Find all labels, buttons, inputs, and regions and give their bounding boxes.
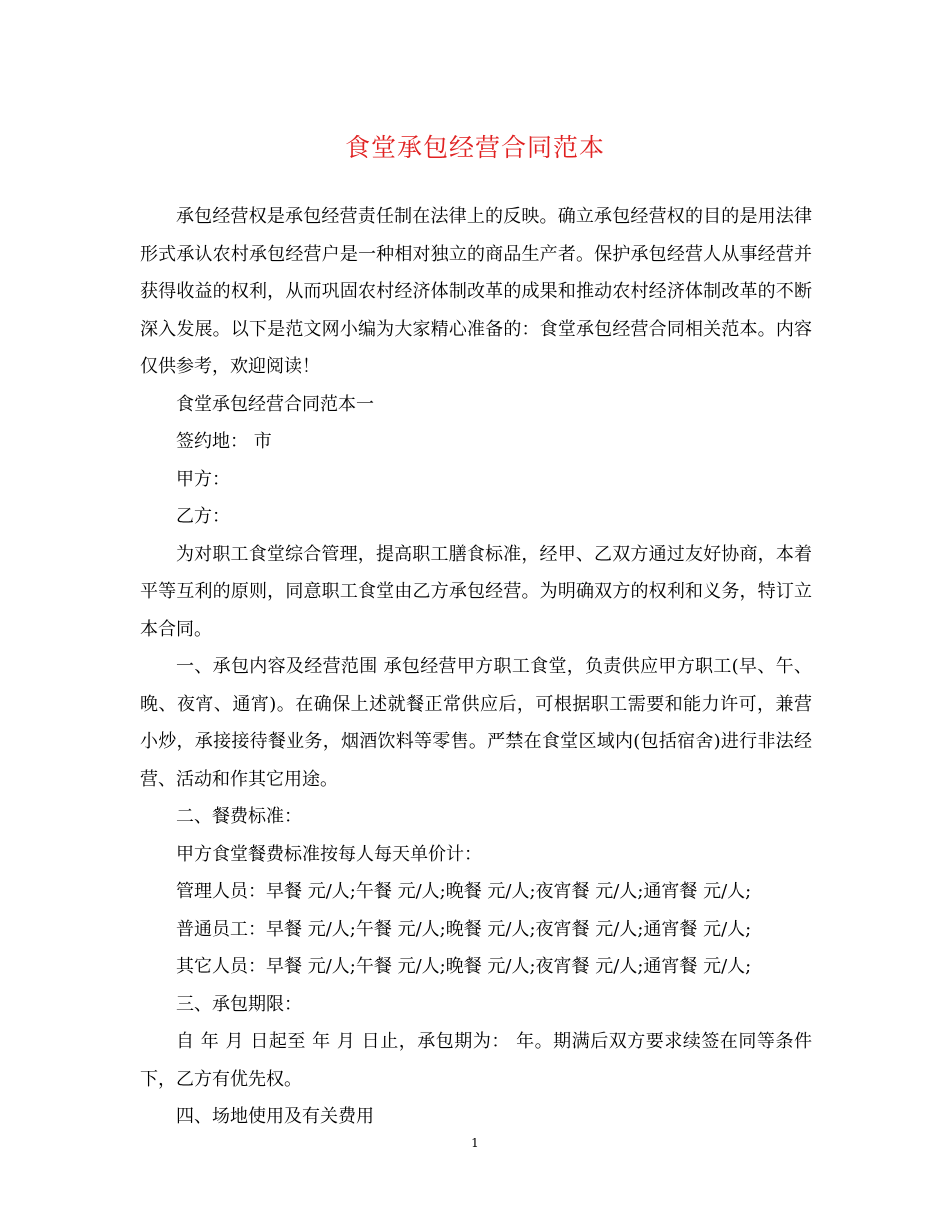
fee-line-staff: 普通员工：早餐 元/人;午餐 元/人;晚餐 元/人;夜宵餐 元/人;通宵餐 元/人; xyxy=(176,918,752,940)
fee-line-others: 其它人员：早餐 元/人;午餐 元/人;晚餐 元/人;夜宵餐 元/人;通宵餐 元/人; xyxy=(176,956,752,977)
clause-venue-heading: 四、场地使用及有关费用 xyxy=(176,1106,374,1127)
signing-place-line: 签约地： 市 xyxy=(176,431,272,452)
clause-scope-paragraph: 一、承包内容及经营范围 承包经营甲方职工食堂，负责供应甲方职工(早、午、晚、夜宵、通宵)。在确保上述就餐正常供应后，可根据职工需要和能力许可，兼营小炒，承接接待餐业务，烟酒饮料等零售。严禁在食堂区域内(包括宿舍)进行非法经营、活动和作其它用途。 xyxy=(140,656,812,790)
clause-fees-heading: 二、餐费标准： xyxy=(176,806,302,827)
term-paragraph: 自 年 月 日起至 年 月 日止，承包期为： 年。期满后双方要求续签在同等条件下，乙方有优先权。 xyxy=(140,1031,812,1090)
contract-purpose-paragraph: 为对职工食堂综合管理，提高职工膳食标准，经甲、乙双方通过友好协商，本着平等互利的原则，同意职工食堂由乙方承包经营。为明确双方的权利和义务，特订立本合同。 xyxy=(140,543,812,640)
fee-standard-intro: 甲方食堂餐费标准按每人每天单价计： xyxy=(176,843,482,865)
page-number: 1 xyxy=(471,1136,479,1150)
fee-line-management: 管理人员：早餐 元/人;午餐 元/人;晚餐 元/人;夜宵餐 元/人;通宵餐 元/人; xyxy=(176,881,752,902)
document-title: 食堂承包经营合同范本 xyxy=(344,133,605,162)
party-a-line: 甲方： xyxy=(176,468,230,490)
section-heading: 食堂承包经营合同范本一 xyxy=(176,393,374,415)
party-b-line: 乙方： xyxy=(176,506,230,527)
intro-paragraph: 承包经营权是承包经营责任制在法律上的反映。确立承包经营权的目的是用法律形式承认农村承包经营户是一种相对独立的商品生产者。保护承包经营人从事经营并获得收益的权利，从而巩固农村经济体制改革的成果和推动农村经济体制改革的不断深入发展。以下是范文网小编为大家精心准备的：食堂承包经营合同相关范本。内容仅供参考，欢迎阅读！ xyxy=(140,206,812,377)
document-body xyxy=(140,198,812,1136)
clause-term-heading: 三、承包期限： xyxy=(176,993,302,1015)
